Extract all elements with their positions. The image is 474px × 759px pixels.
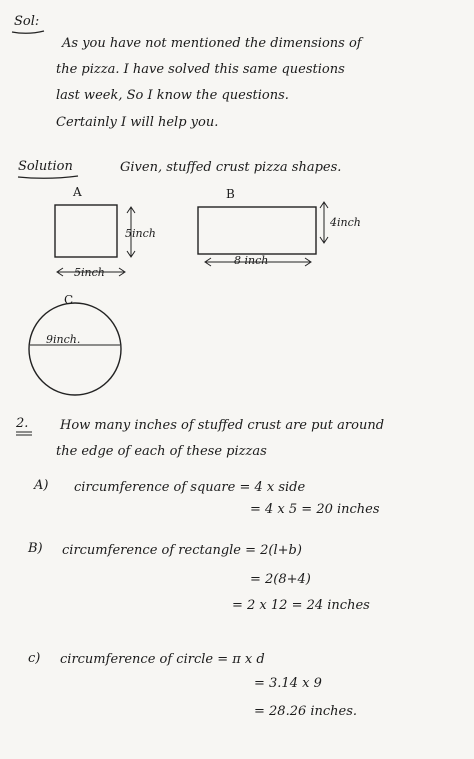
- intro-line-1: As you have not mentioned the dimensions of: [62, 36, 362, 51]
- answer-c-line-1: circumference of circle = π x d: [60, 652, 265, 667]
- answer-a-label: A): [34, 478, 49, 493]
- circle-c: [29, 303, 121, 395]
- question-number: 2.: [16, 416, 29, 431]
- intro-line-2: the pizza. I have solved this same questions: [56, 62, 345, 77]
- shape-c-diameter-label: 9inch.: [46, 333, 81, 346]
- intro-line-4: Certainly I will help you.: [56, 115, 219, 130]
- solution-label: Solution: [18, 159, 73, 174]
- square-a: [55, 205, 117, 257]
- shape-b-bottom-label: 8 inch: [234, 254, 269, 267]
- answer-a-line-2: = 4 x 5 = 20 inches: [250, 502, 380, 517]
- sol-underline: [12, 31, 44, 33]
- answer-c-label: c): [28, 651, 41, 666]
- solution-underline: [18, 176, 78, 178]
- shape-a-label: A: [73, 185, 82, 199]
- answer-c-line-2: = 3.14 x 9: [254, 676, 322, 691]
- shape-a-side-label: 5inch: [125, 227, 156, 240]
- answer-a-line-1: circumference of square = 4 x side: [74, 480, 306, 495]
- rectangle-b: [198, 207, 316, 254]
- question-line-1: How many inches of stuffed crust are put around: [60, 418, 385, 433]
- solution-given: Given, stuffed crust pizza shapes.: [120, 160, 342, 175]
- answer-b-line-2: = 2(8+4): [250, 572, 311, 587]
- answer-b-label: B): [28, 541, 43, 556]
- shape-a-bottom-label: 5inch: [74, 266, 105, 279]
- answer-b-line-3: = 2 x 12 = 24 inches: [232, 598, 370, 613]
- question-line-2: the edge of each of these pizzas: [56, 444, 267, 459]
- answer-c-line-3: = 28.26 inches.: [254, 704, 358, 719]
- sol-heading: Sol:: [14, 14, 40, 29]
- shape-b-side-label: 4inch: [330, 216, 361, 229]
- answer-b-line-1: circumference of rectangle = 2(l+b): [62, 543, 302, 558]
- shape-c-label: C: [64, 293, 74, 307]
- intro-line-3: last week, So I know the questions.: [56, 88, 289, 103]
- shape-b-label: B: [226, 187, 235, 201]
